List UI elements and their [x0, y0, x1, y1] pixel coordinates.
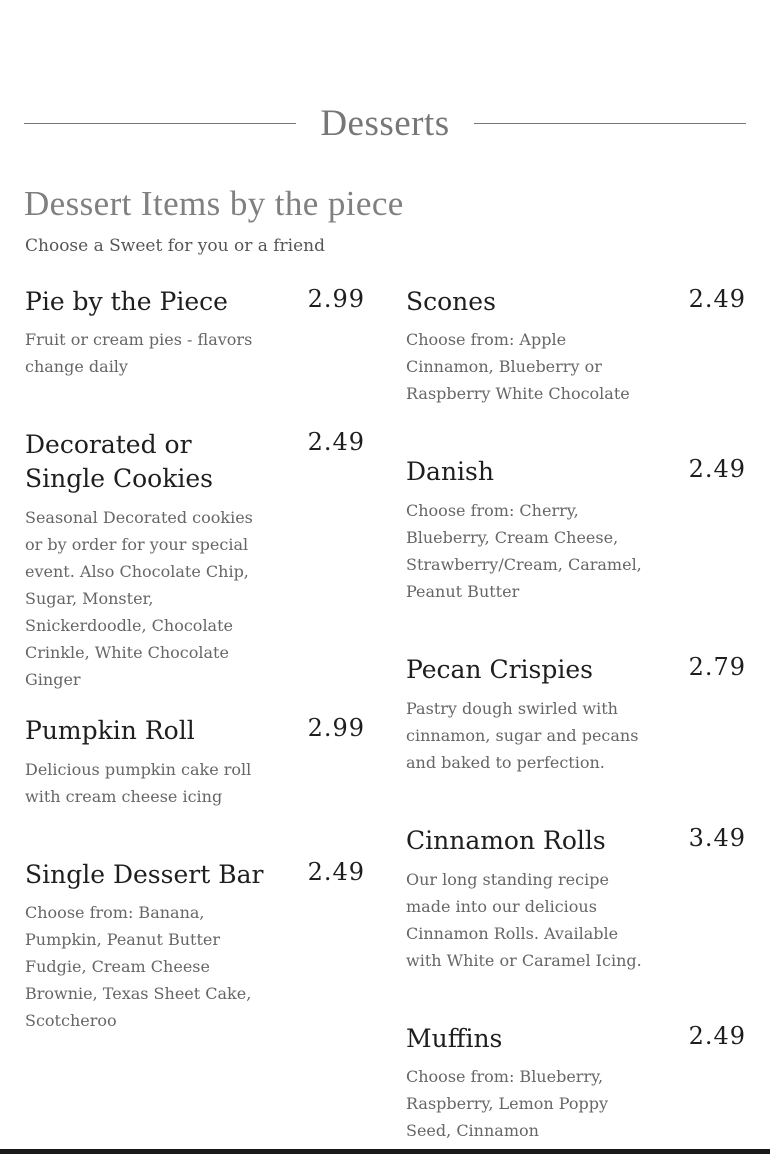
item-name: Decorated or Single Cookies	[25, 430, 213, 493]
category-title: Dessert Items by the piece	[24, 184, 404, 223]
item-price: 2.99	[307, 285, 365, 313]
item-name: Pumpkin Roll	[25, 716, 195, 745]
item-description: Delicious pumpkin cake roll with cream cheese icing	[25, 760, 252, 806]
item-name: Pie by the Piece	[25, 287, 228, 316]
item-name: Scones	[406, 287, 496, 316]
item-price: 2.99	[307, 714, 365, 742]
item-price: 2.49	[688, 285, 746, 313]
item-name: Single Dessert Bar	[25, 860, 264, 889]
item-price: 2.49	[307, 428, 365, 456]
header-divider-right	[474, 123, 746, 124]
item-name: Danish	[406, 457, 494, 486]
item-name: Cinnamon Rolls	[406, 826, 606, 855]
item-price: 2.79	[688, 653, 746, 681]
item-description: Choose from: Blueberry, Raspberry, Lemon Poppy Seed, Cinnamon	[406, 1067, 609, 1140]
item-price: 2.49	[307, 858, 365, 886]
item-description: Our long standing recipe made into our delicious Cinnamon Rolls. Available with White or Caramel Icing.	[406, 870, 642, 970]
category-description: Choose a Sweet for you or a friend	[25, 236, 326, 256]
item-price: 2.49	[688, 1022, 746, 1050]
item-price: 3.49	[688, 824, 746, 852]
item-name: Muffins	[406, 1024, 503, 1053]
item-description: Choose from: Apple Cinnamon, Blueberry or Raspberry White Chocolate	[406, 330, 630, 403]
bottom-border	[0, 1149, 770, 1154]
item-description: Seasonal Decorated cookies or by order for your special event. Also Chocolate Chip, Sugar, Monster, Snickerdoodle, Chocolate Crinkle, White Chocolate Ginger	[25, 508, 253, 689]
item-description: Fruit or cream pies - flavors change daily	[25, 330, 253, 376]
item-description: Pastry dough swirled with cinnamon, sugar and pecans and baked to perfection.	[406, 699, 639, 772]
item-description: Choose from: Cherry, Blueberry, Cream Cheese, Strawberry/Cream, Caramel, Peanut Butter	[406, 501, 642, 601]
item-description: Choose from: Banana, Pumpkin, Peanut Butter Fudgie, Cream Cheese Brownie, Texas Sheet Cake, Scotcheroo	[25, 903, 252, 1030]
item-name: Pecan Crispies	[406, 655, 593, 684]
section-header	[24, 100, 746, 148]
section-title: Desserts	[320, 103, 450, 144]
item-price: 2.49	[688, 455, 746, 483]
